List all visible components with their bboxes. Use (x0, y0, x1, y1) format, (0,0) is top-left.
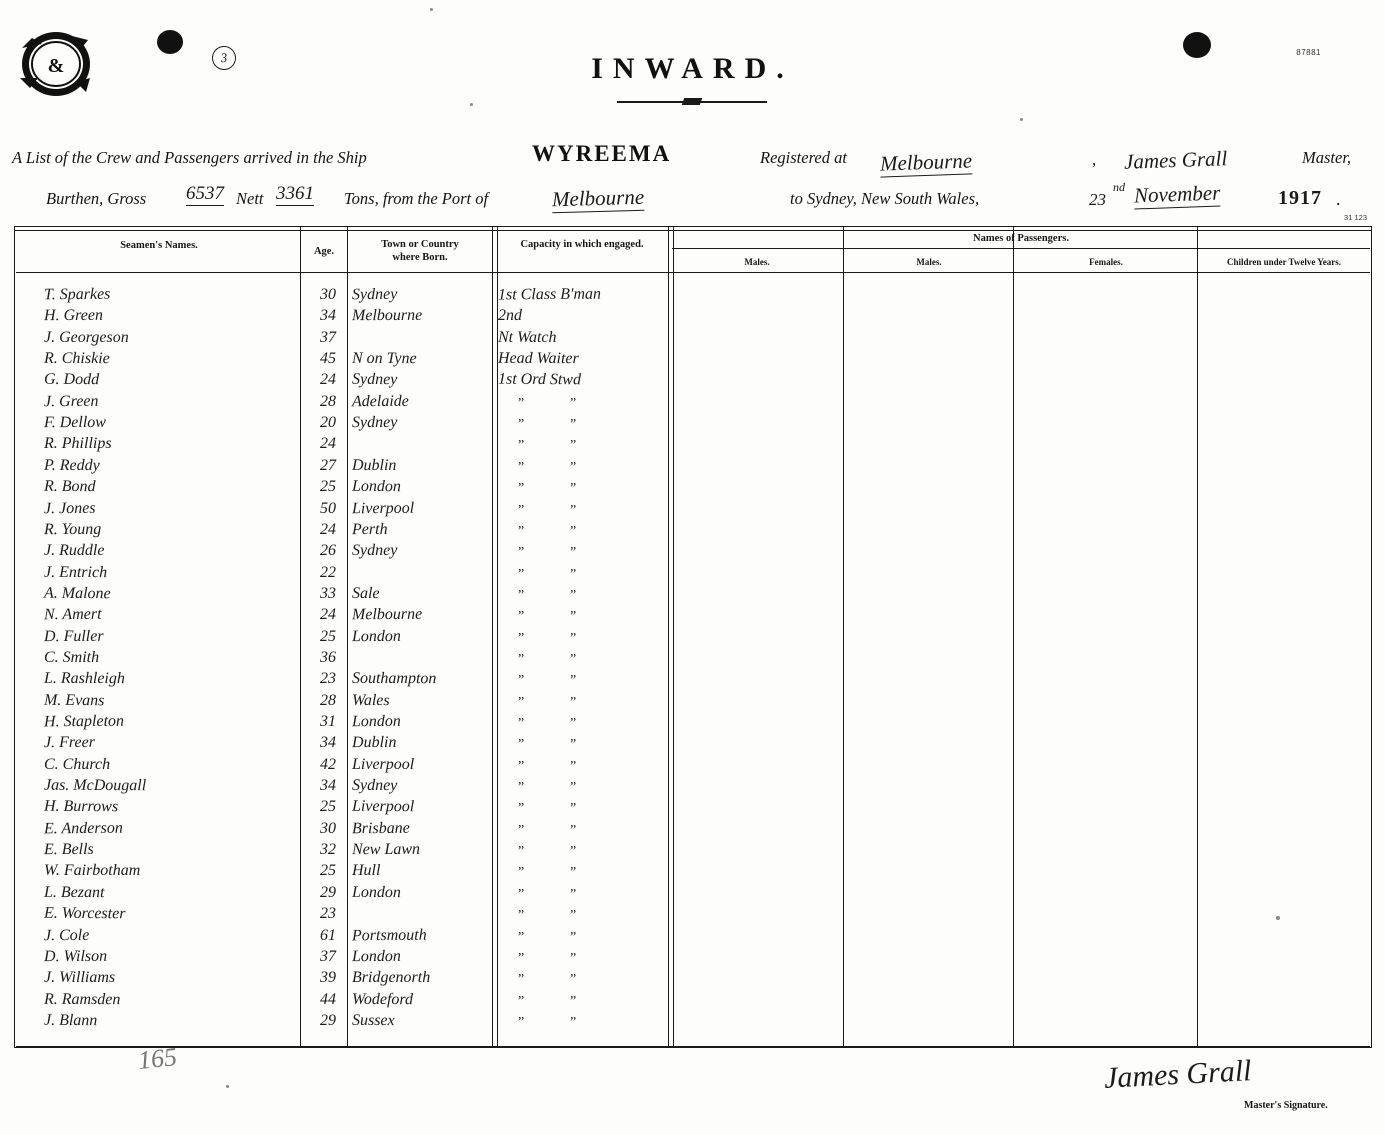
cell-seamans-name: W. Fairbotham (44, 862, 141, 880)
scan-speck (226, 1085, 229, 1088)
cell-age: 27 (320, 456, 336, 474)
cell-seamans-name: T. Sparkes (43, 285, 111, 304)
cell-capacity-ditto-mark: ” (570, 545, 577, 561)
cell-capacity-ditto-mark: ” (570, 630, 577, 646)
cell-town-or-country: Sussex (351, 1011, 395, 1030)
cell-capacity-ditto-mark: ” (518, 993, 525, 1009)
cell-age: 25 (320, 627, 336, 645)
scan-speck (1020, 118, 1023, 121)
punch-hole (157, 30, 183, 54)
cell-town-or-country: Sale (351, 584, 380, 603)
passengers-group-underline (672, 248, 1370, 249)
archive-corner-code: 87881 (1296, 48, 1321, 57)
cell-capacity-ditto-mark: ” (518, 950, 525, 966)
cell-town-or-country: London (351, 712, 401, 731)
registered-at-value: Melbourne (879, 148, 973, 176)
cell-capacity-ditto-mark: ” (518, 523, 525, 539)
cell-seamans-name: D. Fuller (43, 627, 104, 645)
cell-capacity-ditto-mark: ” (518, 929, 525, 945)
cell-capacity-ditto-mark: ” (518, 587, 525, 603)
cell-seamans-name: E. Worcester (43, 904, 126, 923)
cell-capacity-ditto-mark: ” (518, 545, 525, 561)
table-body-bottom-rule (16, 1046, 1370, 1047)
cell-seamans-name: G. Dodd (43, 371, 100, 389)
table-column-divider-passengers (668, 226, 674, 1048)
cell-seamans-name: E. Bells (43, 840, 94, 859)
column-header-males-2: Males. (916, 257, 942, 267)
cell-seamans-name: F. Dellow (43, 413, 106, 432)
cell-town-or-country: Portsmouth (351, 926, 427, 944)
cell-capacity-ditto-mark: ” (518, 801, 525, 817)
cell-town-or-country: Sydney (352, 542, 398, 560)
cell-capacity-ditto-mark: ” (518, 1014, 525, 1030)
cell-town-or-country: Hull (352, 862, 381, 880)
cell-capacity-ditto-mark: ” (518, 417, 525, 433)
cell-capacity-ditto-mark: ” (570, 1014, 577, 1030)
cell-age: 34 (320, 307, 336, 325)
crew-list-table (14, 226, 1372, 1048)
cell-seamans-name: R. Chiskie (43, 349, 110, 368)
scan-speck (470, 103, 473, 106)
cell-seamans-name: J. Blann (43, 1011, 98, 1030)
column-header-children: Children under Twelve Years. (1226, 257, 1341, 267)
cell-age: 32 (320, 841, 336, 859)
cell-age: 36 (320, 648, 336, 666)
preamble-registered-at-label: Registered at (760, 148, 847, 167)
cell-town-or-country: Dublin (351, 456, 397, 474)
cell-capacity-ditto-mark: ” (570, 566, 577, 582)
cell-seamans-name: J. Green (43, 392, 99, 410)
column-header-age: Age. (313, 246, 335, 257)
column-header-town-line2: where Born. (392, 252, 448, 263)
cell-town-or-country: Dublin (351, 734, 397, 752)
cell-capacity-ditto-mark: ” (570, 758, 577, 774)
preamble-period: . (1336, 189, 1341, 209)
cell-capacity-ditto-mark: ” (518, 609, 525, 625)
column-header-town-line1: Town or Country (381, 239, 459, 250)
table-column-divider-children (1197, 226, 1198, 1048)
cell-capacity-ditto-mark: ” (518, 651, 525, 667)
cell-capacity-ditto-mark: ” (570, 459, 577, 475)
cell-seamans-name: L. Bezant (43, 883, 105, 901)
cell-age: 42 (320, 755, 336, 773)
cell-age: 50 (320, 499, 336, 517)
cell-town-or-country: London (351, 947, 401, 965)
cell-capacity: 1st Class B'man (497, 285, 602, 304)
cell-capacity: Nt Watch (498, 328, 557, 346)
cell-age: 25 (320, 862, 336, 880)
cell-town-or-country: Perth (351, 520, 388, 538)
date-day-suffix: nd (1113, 180, 1125, 194)
title-divider-ornament (617, 98, 767, 105)
cell-age: 24 (320, 435, 336, 453)
table-column-divider-males2 (843, 226, 844, 1048)
cell-capacity-ditto-mark: ” (570, 801, 577, 817)
cell-capacity-ditto-mark: ” (570, 844, 577, 860)
cell-seamans-name: J. Cole (43, 926, 90, 944)
date-month-value: November (1133, 180, 1221, 208)
cell-age: 25 (320, 478, 336, 496)
cell-capacity: Head Waiter (497, 349, 579, 368)
cell-seamans-name: R. Phillips (44, 435, 112, 453)
table-column-divider-age (300, 226, 301, 1048)
cell-seamans-name: C. Smith (44, 648, 100, 666)
cell-town-or-country: Wodeford (351, 990, 414, 1008)
date-year-value: 1917 (1278, 187, 1322, 209)
cell-capacity-ditto-mark: ” (570, 438, 577, 454)
cell-age: 37 (320, 947, 336, 965)
cell-capacity-ditto-mark: ” (518, 822, 525, 838)
preamble-comma: , (1092, 150, 1097, 169)
cell-age: 22 (320, 563, 336, 581)
cell-capacity-ditto-mark: ” (518, 438, 525, 454)
master-signature: James Grall (1103, 1054, 1253, 1095)
cell-age: 34 (320, 734, 336, 752)
cell-age: 31 (320, 713, 336, 730)
cell-age: 24 (320, 606, 336, 624)
preamble-to-sydney-label: to Sydney, New South Wales, (790, 189, 980, 208)
cell-capacity-ditto-mark: ” (518, 694, 525, 710)
cell-seamans-name: H. Stapleton (43, 712, 125, 731)
cell-capacity-ditto-mark: ” (518, 630, 525, 646)
cell-capacity-ditto-mark: ” (570, 993, 577, 1009)
cell-capacity-ditto-mark: ” (570, 609, 577, 625)
cell-age: 39 (320, 969, 336, 987)
cell-capacity-ditto-mark: ” (518, 502, 525, 518)
cell-age: 34 (320, 777, 336, 795)
cell-capacity-ditto-mark: ” (518, 395, 525, 411)
cell-age: 23 (320, 905, 336, 923)
master-name-value: James Grall (1123, 146, 1228, 174)
cell-town-or-country: Sydney (351, 413, 398, 432)
cell-capacity-ditto-mark: ” (518, 459, 525, 475)
cell-seamans-name: R. Ramsden (43, 990, 121, 1008)
cell-seamans-name: C. Church (44, 755, 111, 773)
cell-capacity-ditto-mark: ” (518, 481, 525, 497)
cell-age: 23 (320, 670, 336, 688)
cell-seamans-name: Jas. McDougall (43, 776, 147, 795)
cell-capacity-ditto-mark: ” (570, 737, 577, 753)
scan-speck (430, 8, 433, 11)
cell-age: 61 (320, 926, 336, 944)
preamble-master-label: Master, (1302, 148, 1352, 167)
ship-name: WYREEMA (532, 141, 672, 166)
cell-seamans-name: P. Reddy (43, 456, 100, 474)
cell-capacity-ditto-mark: ” (570, 587, 577, 603)
column-header-males-1: Males. (744, 257, 770, 267)
cell-seamans-name: J. Ruddle (44, 542, 105, 560)
cell-town-or-country: Liverpool (351, 798, 415, 816)
cell-town-or-country: London (351, 883, 401, 901)
master-signature-label: Master's Signature. (1244, 1100, 1328, 1111)
cell-capacity-ditto-mark: ” (518, 758, 525, 774)
preamble-line-1-part-a: A List of the Crew and Passengers arrived in the Ship (12, 148, 367, 167)
cell-age: 28 (320, 392, 336, 410)
cell-capacity-ditto-mark: ” (570, 694, 577, 710)
cell-seamans-name: N. Amert (43, 605, 102, 624)
preamble-nett-label: Nett (236, 189, 264, 208)
cell-seamans-name: L. Rashleigh (43, 670, 125, 688)
cell-town-or-country: Melbourne (351, 307, 423, 325)
cell-town-or-country: Bridgenorth (352, 969, 431, 987)
column-header-capacity: Capacity in which engaged. (520, 239, 644, 250)
cell-seamans-name: E. Anderson (43, 819, 123, 838)
cell-town-or-country: Brisbane (351, 819, 410, 838)
pencil-annotation: 165 (136, 1042, 179, 1075)
cell-age: 30 (320, 286, 336, 303)
cell-capacity-ditto-mark: ” (570, 972, 577, 988)
cell-seamans-name: J. Entrich (43, 563, 108, 581)
cell-capacity-ditto-mark: ” (518, 716, 525, 731)
cell-town-or-country: Sydney (351, 285, 398, 304)
cell-town-or-country: Sydney (351, 776, 398, 795)
cell-seamans-name: R. Young (43, 520, 102, 538)
cell-age: 29 (320, 883, 336, 901)
cell-town-or-country: Liverpool (351, 499, 415, 517)
cell-age: 28 (320, 691, 336, 709)
cell-seamans-name: D. Wilson (43, 947, 108, 965)
cell-seamans-name: M. Evans (43, 691, 105, 709)
page-title: INWARD. (591, 52, 794, 85)
cell-age: 29 (320, 1011, 336, 1029)
cell-seamans-name: R. Bond (43, 477, 96, 496)
cell-age: 24 (320, 520, 336, 538)
cell-seamans-name: H. Burrows (43, 798, 119, 816)
cell-capacity-ditto-mark: ” (570, 716, 577, 731)
cell-capacity-ditto-mark: ” (570, 502, 577, 518)
cell-seamans-name: J. Williams (44, 969, 116, 987)
cell-capacity-ditto-mark: ” (518, 886, 525, 902)
cell-capacity-ditto-mark: ” (570, 950, 577, 966)
cell-capacity-ditto-mark: ” (570, 886, 577, 902)
preamble-from-port-label: Tons, from the Port of (344, 189, 489, 208)
cell-capacity-ditto-mark: ” (570, 929, 577, 945)
cell-capacity-ditto-mark: ” (570, 651, 577, 667)
date-day-value: 23 (1089, 190, 1106, 209)
cell-age: 25 (320, 798, 336, 816)
column-header-seamens-names: Seamen's Names. (120, 240, 198, 251)
cell-capacity-ditto-mark: ” (518, 972, 525, 988)
cell-town-or-country: Melbourne (351, 605, 423, 624)
cell-age: 24 (320, 371, 336, 389)
cell-age: 30 (320, 819, 336, 837)
cell-town-or-country: Southampton (351, 670, 437, 688)
svg-text:&: & (47, 55, 65, 77)
column-header-passengers-group: Names of Passengers. (973, 233, 1069, 244)
cell-town-or-country: N on Tyne (351, 349, 417, 368)
cell-age: 20 (320, 414, 336, 432)
cell-town-or-country: London (351, 477, 401, 496)
cell-age: 37 (320, 328, 336, 346)
cell-town-or-country: Wales (351, 691, 390, 709)
cell-capacity-ditto-mark: ” (518, 737, 525, 753)
cell-capacity-ditto-mark: ” (518, 673, 525, 689)
cell-capacity-ditto-mark: ” (570, 908, 577, 924)
cell-capacity-ditto-mark: ” (570, 395, 577, 411)
table-inner-top-rule (14, 230, 1372, 231)
cell-capacity-ditto-mark: ” (570, 417, 577, 433)
table-column-divider-females (1013, 226, 1014, 1048)
cell-seamans-name: J. Georgeson (44, 328, 129, 346)
cell-capacity: 2nd (497, 307, 523, 325)
form-code: 31 123 (1344, 213, 1367, 222)
cell-capacity-ditto-mark: ” (518, 566, 525, 582)
cell-capacity: 1st Ord Stwd (497, 371, 582, 389)
cell-capacity-ditto-mark: ” (570, 673, 577, 689)
gross-tons-value: 6537 (186, 183, 224, 204)
cell-capacity-ditto-mark: ” (570, 523, 577, 539)
table-header-bottom-rule (16, 272, 1370, 273)
page-number-circled: 3 (211, 45, 237, 71)
cell-town-or-country: New Lawn (351, 840, 421, 859)
cell-town-or-country: Adelaide (351, 392, 409, 410)
cell-capacity-ditto-mark: ” (518, 865, 525, 881)
cell-capacity-ditto-mark: ” (518, 780, 525, 796)
nett-tons-value: 3361 (276, 183, 314, 204)
cell-seamans-name: A. Malone (43, 584, 111, 603)
preamble-burthen-label: Burthen, Gross (46, 189, 147, 208)
cell-capacity-ditto-mark: ” (570, 780, 577, 796)
column-header-females: Females. (1089, 257, 1123, 267)
cell-capacity-ditto-mark: ” (570, 865, 577, 881)
cell-age: 26 (320, 542, 336, 560)
cell-capacity-ditto-mark: ” (518, 844, 525, 860)
cell-seamans-name: J. Freer (43, 734, 95, 752)
cell-age: 44 (320, 990, 336, 1008)
cell-town-or-country: Sydney (351, 371, 398, 389)
cell-age: 45 (320, 350, 336, 368)
cell-town-or-country: Liverpool (352, 755, 415, 773)
cell-town-or-country: London (351, 627, 401, 645)
cell-capacity-ditto-mark: ” (570, 822, 577, 838)
cell-seamans-name: J. Jones (43, 499, 96, 517)
cell-age: 33 (320, 584, 336, 602)
cell-seamans-name: H. Green (43, 307, 103, 325)
from-port-value: Melbourne (551, 184, 645, 212)
cell-capacity-ditto-mark: ” (518, 908, 525, 924)
cell-capacity-ditto-mark: ” (570, 481, 577, 497)
